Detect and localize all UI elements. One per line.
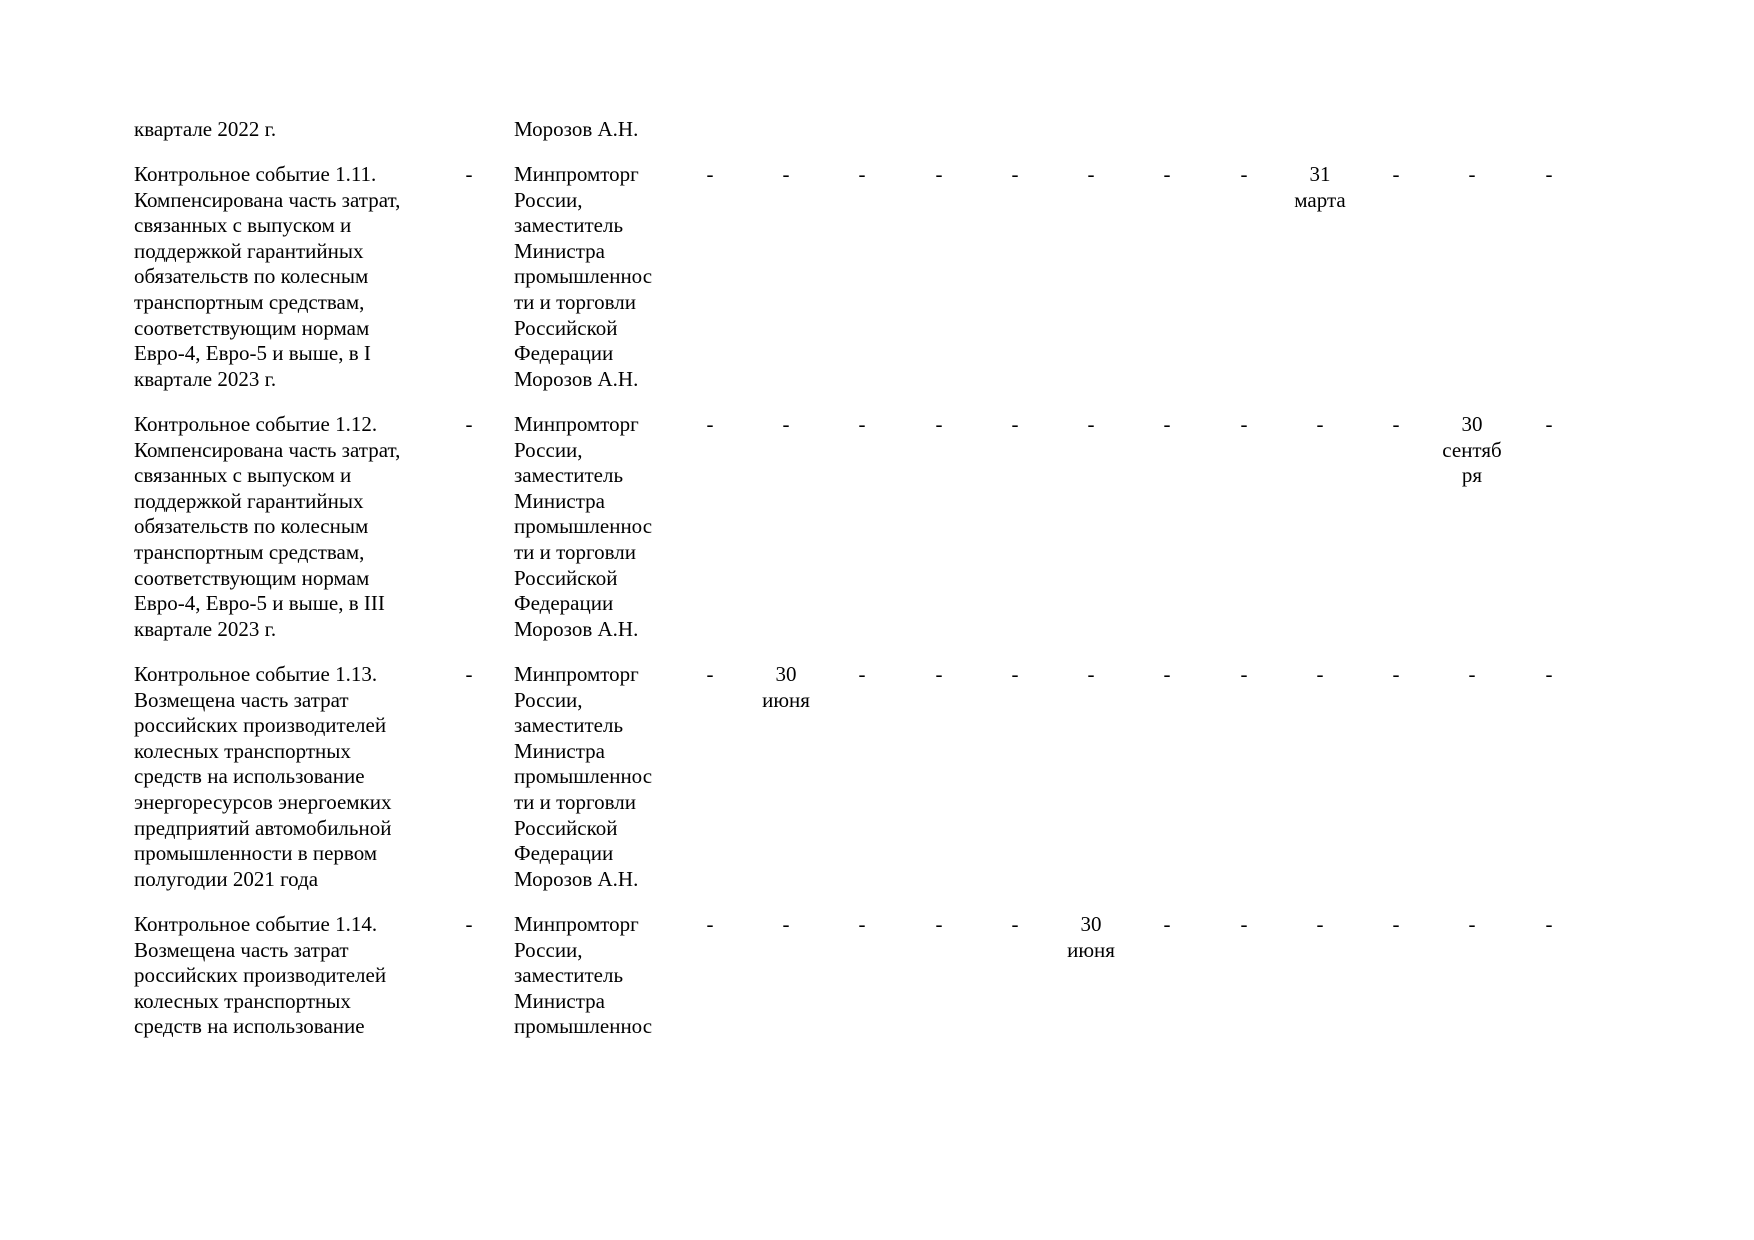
mark-value: - bbox=[465, 162, 473, 186]
date-cell bbox=[1434, 912, 1510, 938]
date-cell bbox=[672, 412, 748, 438]
mark-value: - bbox=[465, 412, 473, 436]
description-line: Компенсирована часть затрат, bbox=[134, 187, 401, 212]
description-line: Евро-4, Евро-5 и выше, в I bbox=[134, 341, 371, 366]
date-cell bbox=[1511, 412, 1587, 438]
responsible-line: промышленнос bbox=[514, 1014, 653, 1039]
date-cell bbox=[1282, 662, 1358, 688]
date-cell-line: - bbox=[1240, 662, 1248, 686]
date-cell bbox=[1129, 162, 1205, 188]
responsible-line: промышленнос bbox=[514, 764, 653, 789]
date-cell-line: - bbox=[1011, 912, 1019, 936]
date-cell bbox=[1358, 412, 1434, 438]
date-cell bbox=[672, 162, 748, 188]
date-cell-line: - bbox=[1468, 912, 1476, 936]
date-cell-line: - bbox=[858, 412, 866, 436]
responsible-cell bbox=[514, 662, 684, 892]
date-cell-line: - bbox=[1392, 162, 1400, 186]
date-cell bbox=[824, 912, 900, 938]
date-cell bbox=[1206, 912, 1282, 938]
date-cell-line: ря bbox=[1461, 463, 1483, 488]
date-cell-line: - bbox=[782, 912, 790, 936]
date-cell bbox=[748, 912, 824, 938]
description-line: Компенсирована часть затрат, bbox=[134, 437, 401, 462]
responsible-line: Минпромторг bbox=[514, 412, 639, 436]
responsible-line: Министра bbox=[514, 488, 605, 513]
date-cell-line: - bbox=[935, 912, 943, 936]
description-line: средств на использование bbox=[134, 1014, 365, 1039]
date-cell bbox=[1282, 412, 1358, 438]
date-cell bbox=[1053, 162, 1129, 188]
mark-cell bbox=[431, 912, 507, 938]
responsible-line: заместитель bbox=[514, 963, 624, 988]
event-description bbox=[134, 912, 464, 1040]
description-line: колесных транспортных bbox=[134, 738, 351, 763]
description-line: Контрольное событие 1.11. bbox=[134, 162, 377, 186]
responsible-line: заместитель bbox=[514, 713, 624, 738]
date-cell-line: - bbox=[1011, 662, 1019, 686]
date-cell-line: - bbox=[1316, 912, 1324, 936]
date-cell bbox=[1358, 662, 1434, 688]
date-cell bbox=[824, 412, 900, 438]
date-cell-line: - bbox=[858, 162, 866, 186]
responsible-line: ти и торговли bbox=[514, 539, 637, 564]
mark-cell bbox=[431, 662, 507, 688]
date-cell-line: 30 bbox=[1080, 912, 1102, 936]
date-cell bbox=[748, 662, 824, 713]
date-cell bbox=[672, 912, 748, 938]
description-line: транспортным средствам, bbox=[134, 289, 365, 314]
date-cell bbox=[1282, 162, 1358, 213]
responsible-line: Морозов А.Н. bbox=[514, 616, 639, 641]
responsible-line: Министра bbox=[514, 988, 605, 1013]
date-cell-line: - bbox=[1163, 662, 1171, 686]
description-line: российских производителей bbox=[134, 963, 387, 988]
description-line: энергоресурсов энергоемких bbox=[134, 789, 392, 814]
date-cell bbox=[748, 162, 824, 188]
responsible-cell bbox=[514, 912, 684, 1040]
responsible-line: заместитель bbox=[514, 463, 624, 488]
event-description bbox=[134, 662, 464, 892]
description-line: квартале 2023 г. bbox=[134, 366, 277, 391]
date-cell-line: - bbox=[706, 162, 714, 186]
date-cell bbox=[1434, 412, 1510, 489]
date-cell-line: - bbox=[1163, 912, 1171, 936]
responsible-line: Федерации bbox=[514, 591, 614, 616]
responsible-line: России, bbox=[514, 187, 583, 212]
date-cell-line: - bbox=[706, 412, 714, 436]
responsible-line: Морозов А.Н. bbox=[514, 866, 639, 891]
responsible-line: промышленнос bbox=[514, 514, 653, 539]
date-cell-line: - bbox=[935, 662, 943, 686]
date-cell-line: - bbox=[1011, 162, 1019, 186]
date-cell bbox=[1511, 912, 1587, 938]
responsible-line: Минпромторг bbox=[514, 662, 639, 686]
date-cell bbox=[1206, 162, 1282, 188]
description-line: Возмещена часть затрат bbox=[134, 687, 349, 712]
date-cell bbox=[1434, 662, 1510, 688]
date-cell-line: - bbox=[1087, 162, 1095, 186]
date-cell-line: июня bbox=[1067, 937, 1115, 962]
date-cell-line: июня bbox=[762, 687, 810, 712]
date-cell-line: - bbox=[1316, 662, 1324, 686]
date-cell-line: - bbox=[1240, 162, 1248, 186]
description-line: поддержкой гарантийных bbox=[134, 488, 364, 513]
date-cell-line: - bbox=[1163, 412, 1171, 436]
responsible-line: России, bbox=[514, 437, 583, 462]
date-cell-line: 30 bbox=[1461, 412, 1483, 436]
date-cell-line: сентяб bbox=[1442, 437, 1502, 462]
description-line: квартале 2023 г. bbox=[134, 616, 277, 641]
date-cell-line: - bbox=[1545, 912, 1553, 936]
responsible-cell bbox=[514, 412, 684, 642]
date-cell bbox=[1358, 162, 1434, 188]
description-line: средств на использование bbox=[134, 764, 365, 789]
responsible-line: России, bbox=[514, 687, 583, 712]
date-cell bbox=[901, 662, 977, 688]
mark-value: - bbox=[465, 662, 473, 686]
responsible-line: Российской bbox=[514, 315, 618, 340]
responsible-line: Морозов А.Н. bbox=[514, 366, 639, 391]
description-line: Возмещена часть затрат bbox=[134, 937, 349, 962]
description-line: Контрольное событие 1.13. bbox=[134, 662, 378, 686]
date-cell bbox=[1206, 662, 1282, 688]
mark-value: - bbox=[465, 912, 473, 936]
date-cell bbox=[824, 662, 900, 688]
date-cell-line: - bbox=[1316, 412, 1324, 436]
description-line: связанных с выпуском и bbox=[134, 463, 352, 488]
date-cell bbox=[977, 412, 1053, 438]
date-cell bbox=[1511, 162, 1587, 188]
responsible-line: ти и торговли bbox=[514, 289, 637, 314]
description-line: соответствующим нормам bbox=[134, 565, 370, 590]
date-cell-line: - bbox=[1240, 412, 1248, 436]
description-line: поддержкой гарантийных bbox=[134, 238, 364, 263]
event-description bbox=[134, 412, 464, 642]
date-cell-line: - bbox=[1163, 162, 1171, 186]
date-cell-line: - bbox=[782, 412, 790, 436]
description-line: Контрольное событие 1.12. bbox=[134, 412, 378, 436]
date-cell-line: - bbox=[1468, 662, 1476, 686]
date-cell bbox=[1129, 912, 1205, 938]
description-line: предприятий автомобильной bbox=[134, 815, 392, 840]
date-cell bbox=[1358, 912, 1434, 938]
responsible-line: Минпромторг bbox=[514, 162, 639, 186]
date-cell bbox=[1053, 912, 1129, 963]
mark-cell bbox=[431, 162, 507, 188]
date-cell-line: - bbox=[858, 662, 866, 686]
responsible-line: Российской bbox=[514, 565, 618, 590]
date-cell-line: - bbox=[1392, 412, 1400, 436]
description-line: обязательств по колесным bbox=[134, 514, 369, 539]
mark-cell bbox=[431, 412, 507, 438]
date-cell-line: - bbox=[1545, 162, 1553, 186]
date-cell-line: марта bbox=[1294, 187, 1346, 212]
description-line: транспортным средствам, bbox=[134, 539, 365, 564]
description-line: квартале 2022 г. bbox=[134, 117, 277, 141]
date-cell bbox=[1129, 412, 1205, 438]
description-line: Евро-4, Евро-5 и выше, в III bbox=[134, 591, 385, 616]
date-cell-line: - bbox=[858, 912, 866, 936]
date-cell-line: - bbox=[935, 412, 943, 436]
date-cell bbox=[1434, 162, 1510, 188]
description-line: российских производителей bbox=[134, 713, 387, 738]
date-cell bbox=[1282, 912, 1358, 938]
description-line: связанных с выпуском и bbox=[134, 213, 352, 238]
date-cell bbox=[977, 162, 1053, 188]
date-cell bbox=[977, 662, 1053, 688]
date-cell bbox=[1511, 662, 1587, 688]
date-cell-line: - bbox=[1011, 412, 1019, 436]
date-cell-line: 31 bbox=[1309, 162, 1331, 186]
date-cell bbox=[748, 412, 824, 438]
date-cell-line: - bbox=[1392, 662, 1400, 686]
description-line: полугодии 2021 года bbox=[134, 866, 319, 891]
date-cell-line: - bbox=[1087, 662, 1095, 686]
responsible-line: Федерации bbox=[514, 341, 614, 366]
date-cell bbox=[977, 912, 1053, 938]
date-cell bbox=[672, 662, 748, 688]
responsible-line: Федерации bbox=[514, 841, 614, 866]
description-line: соответствующим нормам bbox=[134, 315, 370, 340]
event-description bbox=[134, 117, 464, 143]
date-cell-line: - bbox=[1087, 412, 1095, 436]
date-cell bbox=[901, 162, 977, 188]
responsible-line: Российской bbox=[514, 815, 618, 840]
description-line: колесных транспортных bbox=[134, 988, 351, 1013]
date-cell-line: - bbox=[706, 912, 714, 936]
date-cell-line: - bbox=[1240, 912, 1248, 936]
description-line: Контрольное событие 1.14. bbox=[134, 912, 378, 936]
responsible-cell bbox=[514, 117, 684, 143]
responsible-line: заместитель bbox=[514, 213, 624, 238]
date-cell-line: - bbox=[935, 162, 943, 186]
date-cell-line: - bbox=[706, 662, 714, 686]
date-cell-line: - bbox=[1545, 662, 1553, 686]
responsible-line: Минпромторг bbox=[514, 912, 639, 936]
date-cell bbox=[901, 912, 977, 938]
responsible-line: Министра bbox=[514, 738, 605, 763]
responsible-line: промышленнос bbox=[514, 264, 653, 289]
date-cell-line: - bbox=[1392, 912, 1400, 936]
responsible-line: России, bbox=[514, 937, 583, 962]
date-cell bbox=[1053, 412, 1129, 438]
date-cell-line: - bbox=[1468, 162, 1476, 186]
date-cell bbox=[1206, 412, 1282, 438]
date-cell bbox=[824, 162, 900, 188]
responsible-line: ти и торговли bbox=[514, 789, 637, 814]
responsible-line: Морозов А.Н. bbox=[514, 117, 639, 141]
date-cell bbox=[1129, 662, 1205, 688]
date-cell-line: - bbox=[782, 162, 790, 186]
date-cell-line: 30 bbox=[775, 662, 797, 686]
date-cell bbox=[901, 412, 977, 438]
description-line: промышленности в первом bbox=[134, 841, 378, 866]
date-cell-line: - bbox=[1545, 412, 1553, 436]
responsible-cell bbox=[514, 162, 684, 392]
event-description bbox=[134, 162, 464, 392]
date-cell bbox=[1053, 662, 1129, 688]
responsible-line: Министра bbox=[514, 238, 605, 263]
description-line: обязательств по колесным bbox=[134, 264, 369, 289]
